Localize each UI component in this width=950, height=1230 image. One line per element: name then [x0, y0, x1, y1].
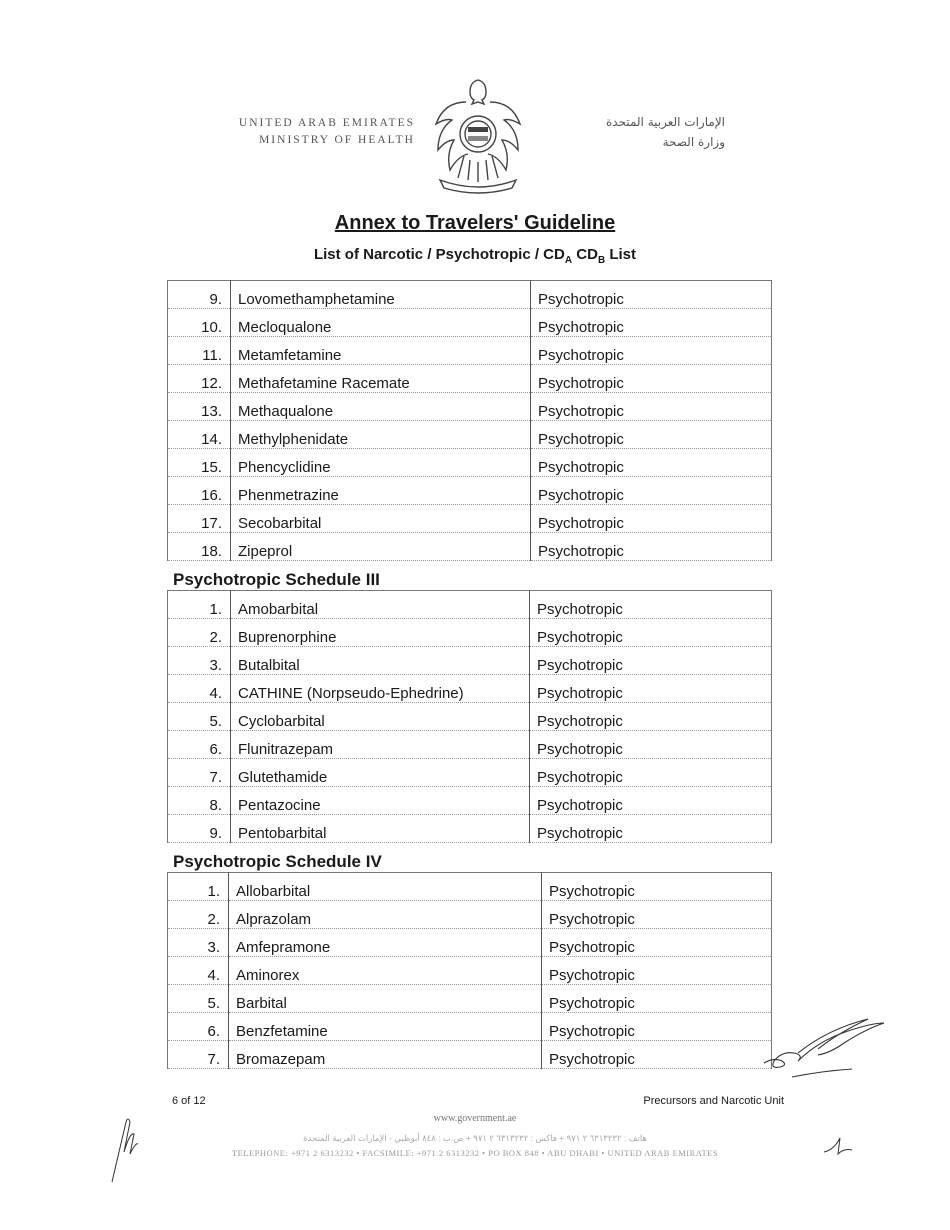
drug-category: Psychotropic — [542, 985, 772, 1013]
row-number: 1. — [168, 591, 231, 619]
drug-category: Psychotropic — [530, 731, 772, 759]
drug-name: Allobarbital — [229, 873, 542, 901]
drug-name: Pentobarbital — [231, 815, 530, 843]
table-row — [168, 477, 772, 505]
row-number: 3. — [168, 929, 229, 957]
row-number: 3. — [168, 647, 231, 675]
drug-category: Psychotropic — [531, 505, 772, 533]
table-row — [168, 1013, 772, 1041]
drug-name: Amfepramone — [229, 929, 542, 957]
unit-name: Precursors and Narcotic Unit — [643, 1095, 784, 1107]
table-row — [168, 591, 772, 619]
table-row — [168, 421, 772, 449]
drug-category: Psychotropic — [530, 619, 772, 647]
drug-name: Aminorex — [229, 957, 542, 985]
drug-category: Psychotropic — [531, 365, 772, 393]
table-row — [168, 901, 772, 929]
drug-name: Mecloqualone — [231, 309, 531, 337]
row-number: 12. — [168, 365, 231, 393]
drug-name: Benzfetamine — [229, 1013, 542, 1041]
table-row — [168, 309, 772, 337]
subtitle-prefix: List of Narcotic / Psychotropic / CD — [313, 246, 565, 263]
drug-name: Phenmetrazine — [231, 477, 531, 505]
drug-category: Psychotropic — [530, 647, 772, 675]
row-number: 14. — [168, 421, 231, 449]
row-number: 4. — [168, 957, 229, 985]
table-row — [168, 393, 772, 421]
drug-table-schedule-iii — [167, 590, 772, 843]
drug-category: Psychotropic — [530, 787, 772, 815]
ministry-name-en: MINISTRY OF HEALTH — [259, 134, 415, 146]
row-number: 13. — [168, 393, 231, 421]
drug-category: Psychotropic — [530, 675, 772, 703]
drug-name: Methylphenidate — [231, 421, 531, 449]
contact-english: TELEPHONE: +971 2 6313232 • FACSIMILE: +971 2 6313232 • PO BOX 848 • ABU DHABI • UNITED ARAB EMIRATES — [231, 1148, 719, 1158]
country-name-ar: الإمارات العربية المتحدة — [606, 115, 725, 129]
drug-category: Psychotropic — [531, 281, 772, 309]
table-row — [168, 619, 772, 647]
document-subtitle — [0, 246, 950, 266]
drug-category: Psychotropic — [542, 1013, 772, 1041]
table-row — [168, 731, 772, 759]
page-number: 6 of 12 — [172, 1095, 206, 1107]
drug-name: Bromazepam — [229, 1041, 542, 1069]
drug-name: Zipeprol — [231, 533, 531, 561]
section-heading-schedule-iii: Psychotropic Schedule III — [173, 570, 380, 589]
drug-category: Psychotropic — [542, 1041, 772, 1069]
drug-category: Psychotropic — [531, 309, 772, 337]
drug-category: Psychotropic — [531, 337, 772, 365]
drug-table-schedule-iv — [167, 872, 772, 1069]
country-name-en: UNITED ARAB EMIRATES — [238, 117, 415, 129]
table-row — [168, 505, 772, 533]
row-number: 4. — [168, 675, 231, 703]
table-row — [168, 1041, 772, 1069]
signature-icon — [758, 1005, 888, 1085]
drug-category: Psychotropic — [531, 393, 772, 421]
table-row — [168, 703, 772, 731]
row-number: 9. — [168, 815, 231, 843]
drug-name: Methaqualone — [231, 393, 531, 421]
drug-name: CATHINE (Norpseudo-Ephedrine) — [231, 675, 530, 703]
row-number: 9. — [168, 281, 231, 309]
drug-name: Flunitrazepam — [231, 731, 530, 759]
row-number: 15. — [168, 449, 231, 477]
table-row — [168, 929, 772, 957]
subtitle-mid: CD — [572, 246, 598, 263]
drug-name: Methafetamine Racemate — [231, 365, 531, 393]
uae-emblem-icon — [428, 72, 528, 202]
table-row — [168, 281, 772, 309]
drug-name: Cyclobarbital — [231, 703, 530, 731]
subtitle-sub-a: A — [564, 255, 573, 266]
drug-name: Phencyclidine — [231, 449, 531, 477]
row-number: 8. — [168, 787, 231, 815]
row-number: 16. — [168, 477, 231, 505]
table-row — [168, 449, 772, 477]
table-row — [168, 873, 772, 901]
drug-category: Psychotropic — [530, 591, 772, 619]
drug-category: Psychotropic — [530, 759, 772, 787]
row-number: 5. — [168, 703, 231, 731]
document-title: Annex to Travelers' Guideline — [334, 212, 616, 234]
drug-category: Psychotropic — [542, 957, 772, 985]
row-number: 11. — [168, 337, 231, 365]
drug-name: Lovomethamphetamine — [231, 281, 531, 309]
table-row — [168, 647, 772, 675]
table-row — [168, 815, 772, 843]
drug-name: Amobarbital — [231, 591, 530, 619]
row-number: 6. — [168, 731, 231, 759]
row-number: 5. — [168, 985, 229, 1013]
table-row — [168, 957, 772, 985]
row-number: 10. — [168, 309, 231, 337]
drug-category: Psychotropic — [531, 449, 772, 477]
row-number: 2. — [168, 901, 229, 929]
drug-category: Psychotropic — [530, 815, 772, 843]
drug-name: Buprenorphine — [231, 619, 530, 647]
table-row — [168, 675, 772, 703]
drug-name: Pentazocine — [231, 787, 530, 815]
ministry-name-english — [225, 115, 415, 149]
table-row — [168, 985, 772, 1013]
row-number: 1. — [168, 873, 229, 901]
drug-category: Psychotropic — [542, 929, 772, 957]
drug-category: Psychotropic — [531, 533, 772, 561]
drug-name: Butalbital — [231, 647, 530, 675]
drug-category: Psychotropic — [531, 421, 772, 449]
ministry-name-arabic — [545, 112, 725, 152]
row-number: 18. — [168, 533, 231, 561]
drug-category: Psychotropic — [542, 873, 772, 901]
website-link[interactable]: www.government.ae — [433, 1113, 517, 1124]
table-row — [168, 787, 772, 815]
ministry-name-ar: وزارة الصحة — [662, 135, 725, 149]
table-row — [168, 337, 772, 365]
drug-name: Secobarbital — [231, 505, 531, 533]
contact-arabic: هاتف : ٦٣١٣٢٣٢ ٢ ٩٧١ + فاكس : ٦٣١٣٢٣٢ ٢ ٩٧١ + ص.ب : ٨٤٨ أبوظبي - الإمارات العربية المتحدة — [303, 1133, 647, 1143]
row-number: 6. — [168, 1013, 229, 1041]
drug-name: Barbital — [229, 985, 542, 1013]
drug-table-continued — [167, 280, 772, 561]
section-heading-schedule-iv: Psychotropic Schedule IV — [173, 852, 382, 871]
subtitle-suffix: List — [605, 246, 637, 263]
drug-name: Alprazolam — [229, 901, 542, 929]
table-row — [168, 533, 772, 561]
drug-category: Psychotropic — [542, 901, 772, 929]
drug-category: Psychotropic — [530, 703, 772, 731]
subtitle-sub-b: B — [597, 255, 606, 266]
row-number: 2. — [168, 619, 231, 647]
drug-category: Psychotropic — [531, 477, 772, 505]
row-number: 7. — [168, 759, 231, 787]
row-number: 7. — [168, 1041, 229, 1069]
table-row — [168, 759, 772, 787]
row-number: 17. — [168, 505, 231, 533]
drug-name: Metamfetamine — [231, 337, 531, 365]
drug-name: Glutethamide — [231, 759, 530, 787]
table-row — [168, 365, 772, 393]
